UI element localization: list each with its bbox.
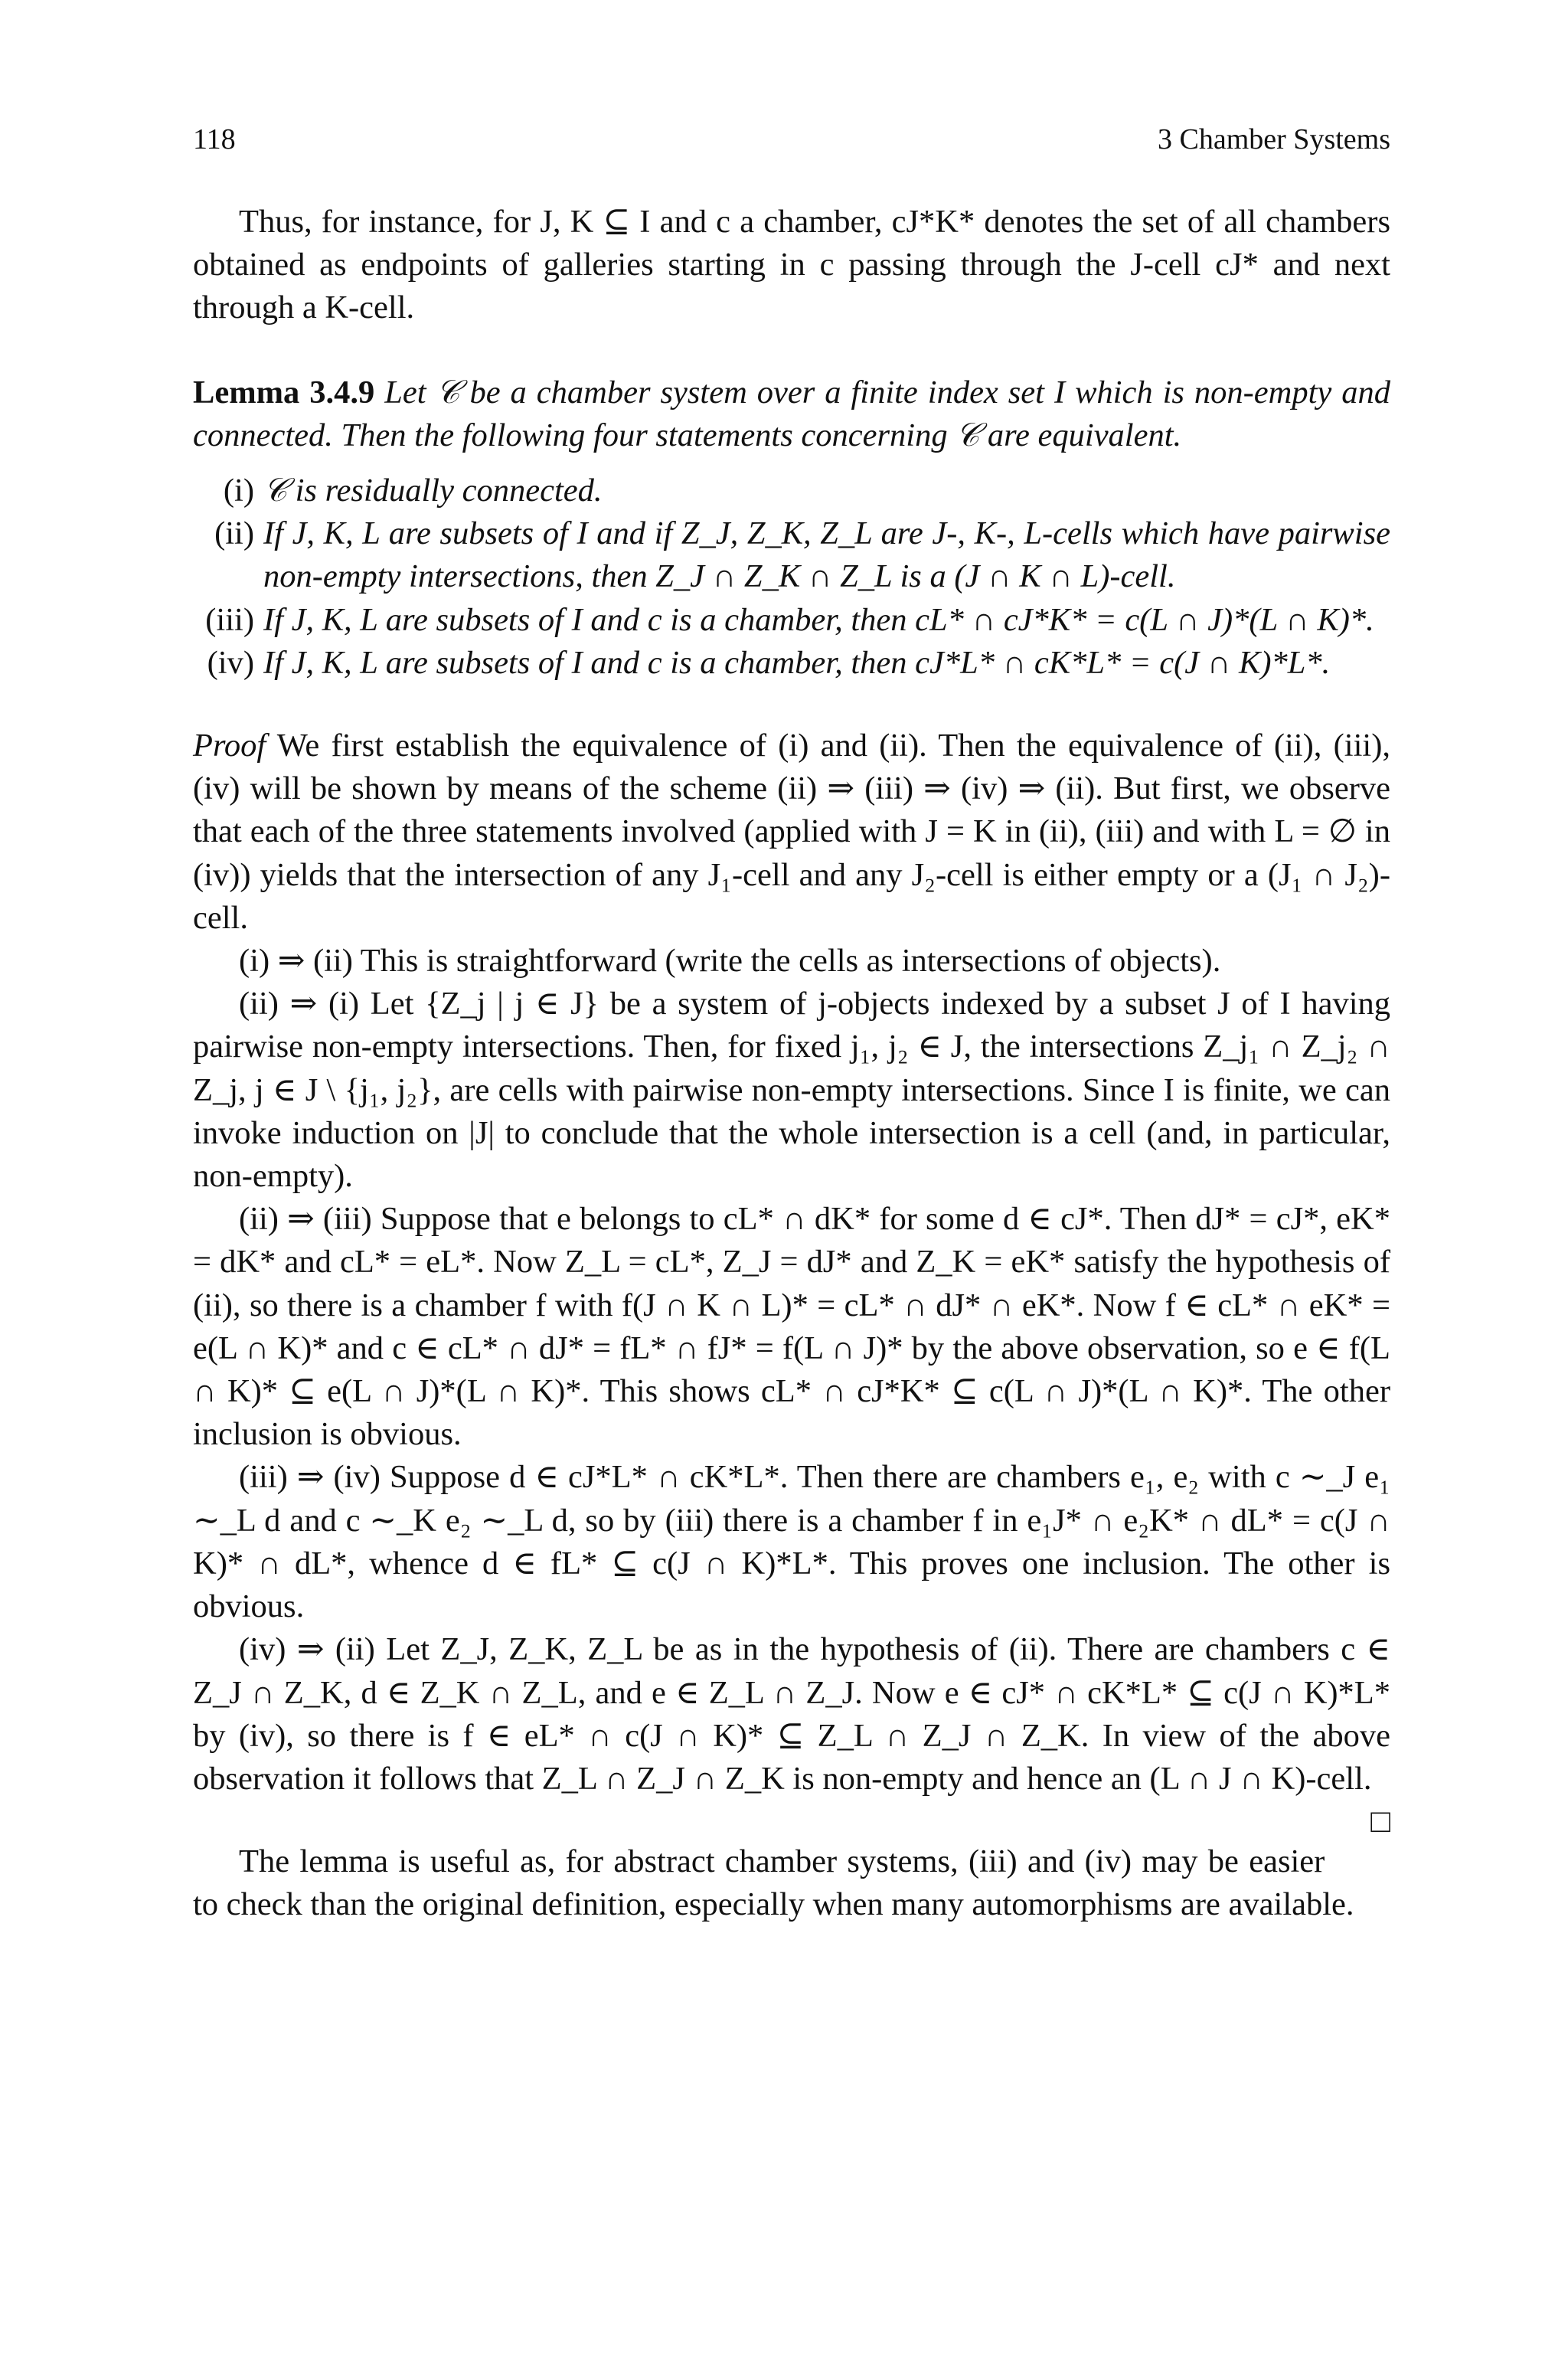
item-text: If J, K, L are subsets of I and c is a chamber, then cL* ∩ cJ*K* = c(L ∩ J)*(L ∩ K)*.: [263, 601, 1374, 638]
lemma-item: [193, 642, 1390, 685]
proof-paragraph: [193, 725, 1390, 940]
lemma: [193, 371, 1390, 457]
proof-paragraph: (ii) ⇒ (i) Let {Z_j | j ∈ J} be a system of j-objects indexed by a subset J of I having pairwise non-empty intersections. Then, for fixed j₁, j₂ ∈ J, the intersections Z_j₁ ∩ Z_j₂ ∩ Z_j, j ∈ J \ {j₁, j₂}, are cells with pairwise non-empty intersections. Since I is finite, we can invoke induction on |J| to conclude that the whole intersection is a cell (and, in particular, non-empty).: [193, 986, 1390, 1195]
proof-text: We first establish the equivalence of (i) and (ii). Then the equivalence of (ii), (iii), (iv) will be shown by means of the scheme (ii) ⇒ (iii) ⇒ (iv) ⇒ (ii). But first, we observe that each of the three statements involved (applied with J = K in (ii), (iii) and with L = ∅ in (iv)) yields that the intersection of any J₁-cell and any J₂-cell is either empty or a (J₁ ∩ J₂)-cell.: [193, 728, 1390, 936]
closing-paragraph: The lemma is useful as, for abstract chamber systems, (iii) and (iv) may be easier to check than the original definition, especially when many automorphisms are available.: [193, 1843, 1354, 1923]
page-body: [193, 201, 1390, 1927]
proof-paragraph: [193, 1628, 1390, 1840]
item-text: If J, K, L are subsets of I and if Z_J, Z_K, Z_L are J-, K-, L-cells which have pairwise non-empty intersections, then Z_J ∩ Z_K ∩ Z_L is a (J ∩ K ∩ L)-cell.: [263, 515, 1390, 595]
proof-paragraph: (iii) ⇒ (iv) Suppose d ∈ cJ*L* ∩ cK*L*. Then there are chambers e₁, e₂ with c ∼_J e₁ ∼_L d and c ∼_K e₂ ∼_L d, so by (iii) there is a chamber f in e₁J* ∩ e₂K* ∩ dL* = c(J ∩ K)* ∩ dL*, whence d ∈ fL* ⊆ c(J ∩ K)*L*. This proves one inclusion. The other is obvious.: [193, 1459, 1390, 1625]
page-number: 118: [193, 123, 236, 155]
item-label: (i): [223, 473, 254, 509]
item-label: (ii): [214, 515, 254, 552]
item-label: (iii): [205, 601, 254, 638]
qed-symbol: □: [1370, 1804, 1390, 1840]
chapter-title: 3 Chamber Systems: [1158, 123, 1390, 155]
item-text: 𝒞 is residually connected.: [263, 473, 603, 509]
lemma-items: [193, 469, 1390, 685]
lemma-statement: Let 𝒞 be a chamber system over a finite index set I which is non-empty and connected. Then the following four statements concerning 𝒞 are equivalent.: [193, 374, 1390, 453]
lemma-item: [193, 512, 1390, 598]
lemma-heading: Lemma 3.4.9: [193, 374, 375, 411]
item-text: If J, K, L are subsets of I and c is a chamber, then cJ*L* ∩ cK*L* = c(J ∩ K)*L*.: [263, 644, 1331, 681]
item-label: (iv): [207, 644, 254, 681]
proof-paragraph: (i) ⇒ (ii) This is straightforward (write the cells as intersections of objects).: [239, 943, 1221, 980]
proof-heading: Proof: [193, 728, 266, 764]
proof-paragraph: (ii) ⇒ (iii) Suppose that e belongs to cL* ∩ dK* for some d ∈ cJ*. Then dJ* = cJ*, eK* = dK* and cL* = eL*. Now Z_L = cL*, Z_J = dJ* and Z_K = eK* satisfy the hypothesis of (ii), so there is a chamber f with f(J ∩ K ∩ L)* = cL* ∩ dJ* ∩ eK*. Now f ∈ cL* ∩ eK* = e(L ∩ K)* and c ∈ cL* ∩ dJ* = fL* ∩ fJ* = f(L ∩ J)* by the above observation, so e ∈ f(L ∩ K)* ⊆ e(L ∩ J)*(L ∩ K)*. This shows cL* ∩ cJ*K* ⊆ c(L ∩ J)*(L ∩ K)*. The other inclusion is obvious.: [193, 1201, 1390, 1453]
lemma-item: [193, 469, 1390, 512]
proof-text: (iv) ⇒ (ii) Let Z_J, Z_K, Z_L be as in the hypothesis of (ii). There are chambers c ∈ Z_J ∩ Z_K, d ∈ Z_K ∩ Z_L, and e ∈ Z_L ∩ Z_J. Now e ∈ cJ* ∩ cK*L* ⊆ c(J ∩ K)*L* by (iv), so there is f ∈ eL* ∩ c(J ∩ K)* ⊆ Z_L ∩ Z_J ∩ Z_K. In view of the above observation it follows that Z_L ∩ Z_J ∩ Z_K is non-empty and hence an (L ∩ J ∩ K)-cell.: [193, 1631, 1390, 1797]
intro-paragraph: Thus, for instance, for J, K ⊆ I and c a chamber, cJ*K* denotes the set of all chambers obtained as endpoints of galleries starting in c passing through the J-cell cJ* and next through a K-cell.: [193, 204, 1390, 326]
lemma-item: [193, 599, 1390, 642]
